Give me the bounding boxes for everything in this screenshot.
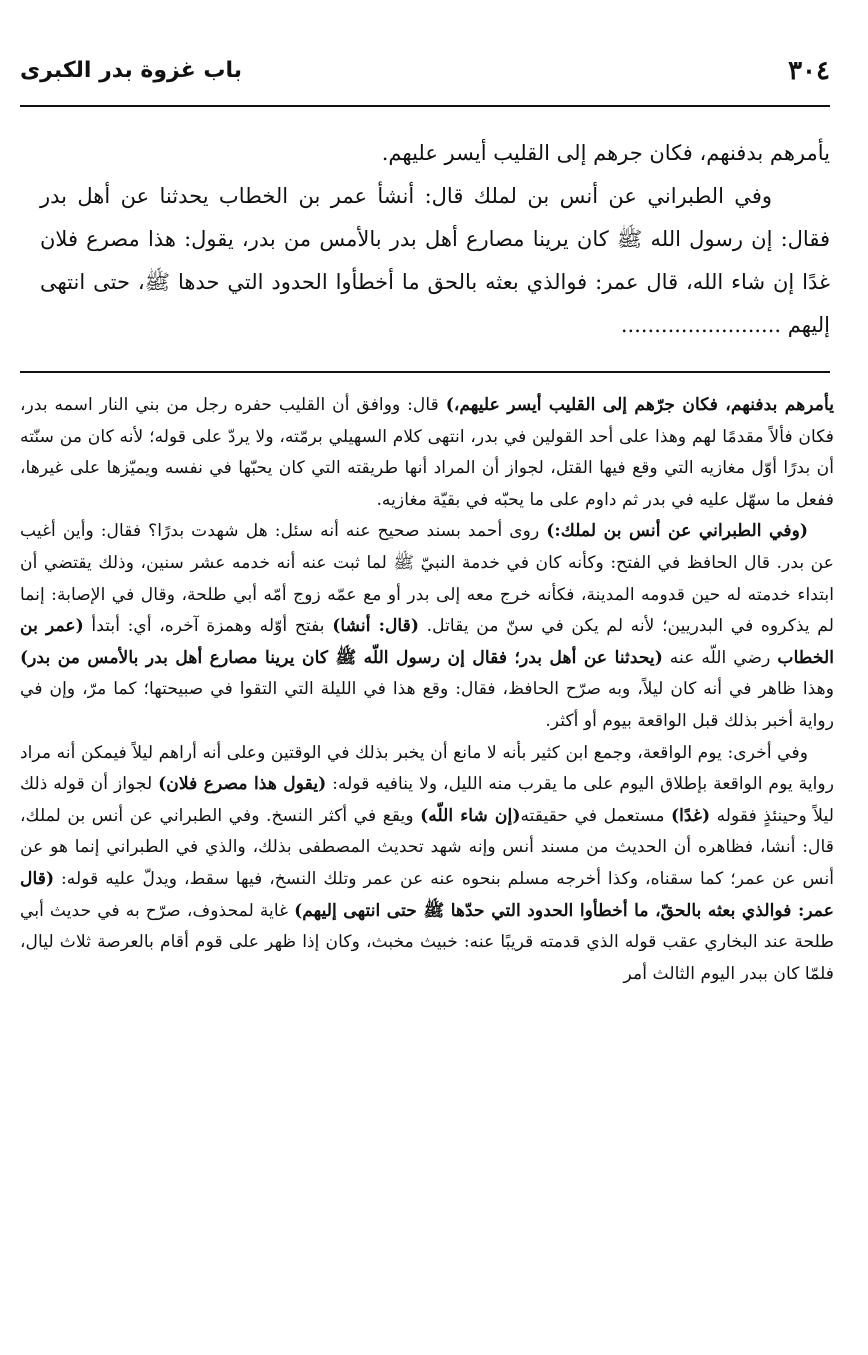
- commentary-quote: (إن شاء اللّه): [420, 805, 521, 826]
- commentary-text-span: لجواز أن قوله ذلك ليلاً وحينئذٍ فقوله: [20, 774, 834, 826]
- header-rule: [20, 105, 830, 107]
- commentary-text-span: وفي أخرى: يوم الواقعة، وجمع ابن كثير بأنه لا مانع أن يخبر بذلك في الوقتين وعلى أنه أراهم ليلاً فيمكن أنه مراد رواية يوم الواقعة بإطلاق اليوم على ما يقرب منه الليل، ولا ينافيه قوله:: [20, 742, 834, 795]
- commentary-text-span: قال: ووافق أن القليب حفره رجل من بني النار اسمه بدر، فكان فألاً مقدمًا لهم وهذا على أحد القولين في بدر، انتهى كلام السهيلي برمّته، ولا يردّ على قوله؛ لأنه كان من سنّته أن بدرًا أوّل مغازيه التي وقع فيها القتل، لجواز أن المراد أنها طريقته التي كان يحبّها في نفسه ويميّزها على غيرها، ففعل ما سهّل عليه في بدر ثم داوم على ما يحبّه في بقيّة مغازيه.: [20, 395, 834, 510]
- commentary-quote: (وفي الطبراني عن أنس بن لملك:): [546, 521, 808, 542]
- page-header: [20, 52, 830, 102]
- commentary-text: [20, 390, 834, 990]
- commentary-text-span: مستعمل في حقيقته: [520, 805, 672, 826]
- main-text: [40, 132, 830, 347]
- commentary-paragraph-2: [20, 516, 834, 737]
- commentary-text-span: رضي اللّه عنه: [662, 647, 778, 668]
- commentary-quote: (يقول هذا مصرع فلان): [158, 774, 327, 795]
- commentary-text-span: غاية لمحذوف، صرّح به في حديث أبي طلحة عند البخاري عقب قوله الذي قدمته قريبًا عنه: خبيث مخبث، وكان إذا ظهر على قوم أقام بالعرصة ثلاث ليال، فلمّا كان ببدر اليوم الثالث أمر: [20, 900, 834, 984]
- commentary-text-span: بفتح أوّله وهمزة آخره، أي: أبتدأ: [83, 616, 333, 637]
- commentary-text-span: وهذا ظاهر في أنه كان ليلاً، وبه صرّح الحافظ، فقال: وقع هذا في الليلة التي التقوا في صبيحتها؛ كما مرّ، وإن في رواية أخبر بذلك قبل الواقعة بيوم أو أكثر.: [20, 679, 834, 731]
- ellipsis-dots: ........................: [620, 313, 782, 337]
- commentary-text-span: روى أحمد بسند صحيح عنه أنه سئل: هل شهدت بدرًا؟ فقال: وأين أغيب عن بدر. قال الحافظ في الفتح: وكأنه كان في خدمة النبيّ ﷺ لما ثبت عنه أنه خدمه عشر سنين، وذلك يقتضي أن ابتداء خدمته له حين قدومه المدينة، فكأنه خرج معه إلى بدر أو مع عمّه زوج أمّه أبي طلحة، وقال في الإصابة: إنما لم يذكروه في البدريين؛ لأنه لم يكن في سنّ من يقاتل.: [20, 521, 834, 637]
- commentary-paragraph-3: [20, 738, 834, 991]
- commentary-quote: (قال: أنشا): [332, 616, 420, 637]
- page-number: ٣٠٤: [788, 56, 830, 86]
- commentary-paragraph-1: [20, 390, 834, 516]
- footnote-separator-rule: [20, 371, 830, 373]
- commentary-quote: (غدًا): [671, 805, 711, 826]
- chapter-title: باب غزوة بدر الكبرى: [20, 58, 243, 83]
- commentary-quote: (يحدثنا عن أهل بدر؛ فقال إن رسول اللّه ﷺ كان يرينا مصارع أهل بدر بالأمس من بدر): [20, 647, 663, 668]
- commentary-quote: (عمر بن الخطاب: [20, 616, 835, 668]
- main-paragraph-2: [40, 175, 830, 347]
- main-paragraph-2-text: وفي الطبراني عن أنس بن لملك قال: أنشأ عمر بن الخطاب يحدثنا عن أهل بدر فقال: إن رسول الله ﷺ كان يرينا مصارع أهل بدر بالأمس من بدر، يقول: هذا مصرع فلان غدًا إن شاء الله، قال عمر: فوالذي بعثه بالحق ما أخطأوا الحدود التي حدها ﷺ، حتى انتهى إليهم: [40, 184, 830, 337]
- commentary-quote: (قال عمر: فوالذي بعثه بالحقّ، ما أخطأوا الحدود التي حدّها ﷺ حتى انتهى إليهم): [20, 868, 835, 921]
- commentary-quote: يأمرهم بدفنهم، فكان جرّهم إلى القليب أيسر عليهم،): [445, 395, 834, 415]
- main-paragraph-1: يأمرهم بدفنهم، فكان جرهم إلى القليب أيسر عليهم.: [381, 141, 830, 165]
- commentary-text-span: ويقع في أكثر النسخ. وفي الطبراني عن أنس بن لملك، قال: أنشا، فظاهره أن الحديث من مسند أنس وإنه شهد تحديث المصطفى بذلك، والذي في الطبراني إنما هو عن أنس عن عمر؛ كما سقناه، وكذا أخرجه مسلم بنحوه عنه عن عمر وتلك النسخ، فيها سقط، ويدلّ عليه قوله:: [20, 805, 834, 889]
